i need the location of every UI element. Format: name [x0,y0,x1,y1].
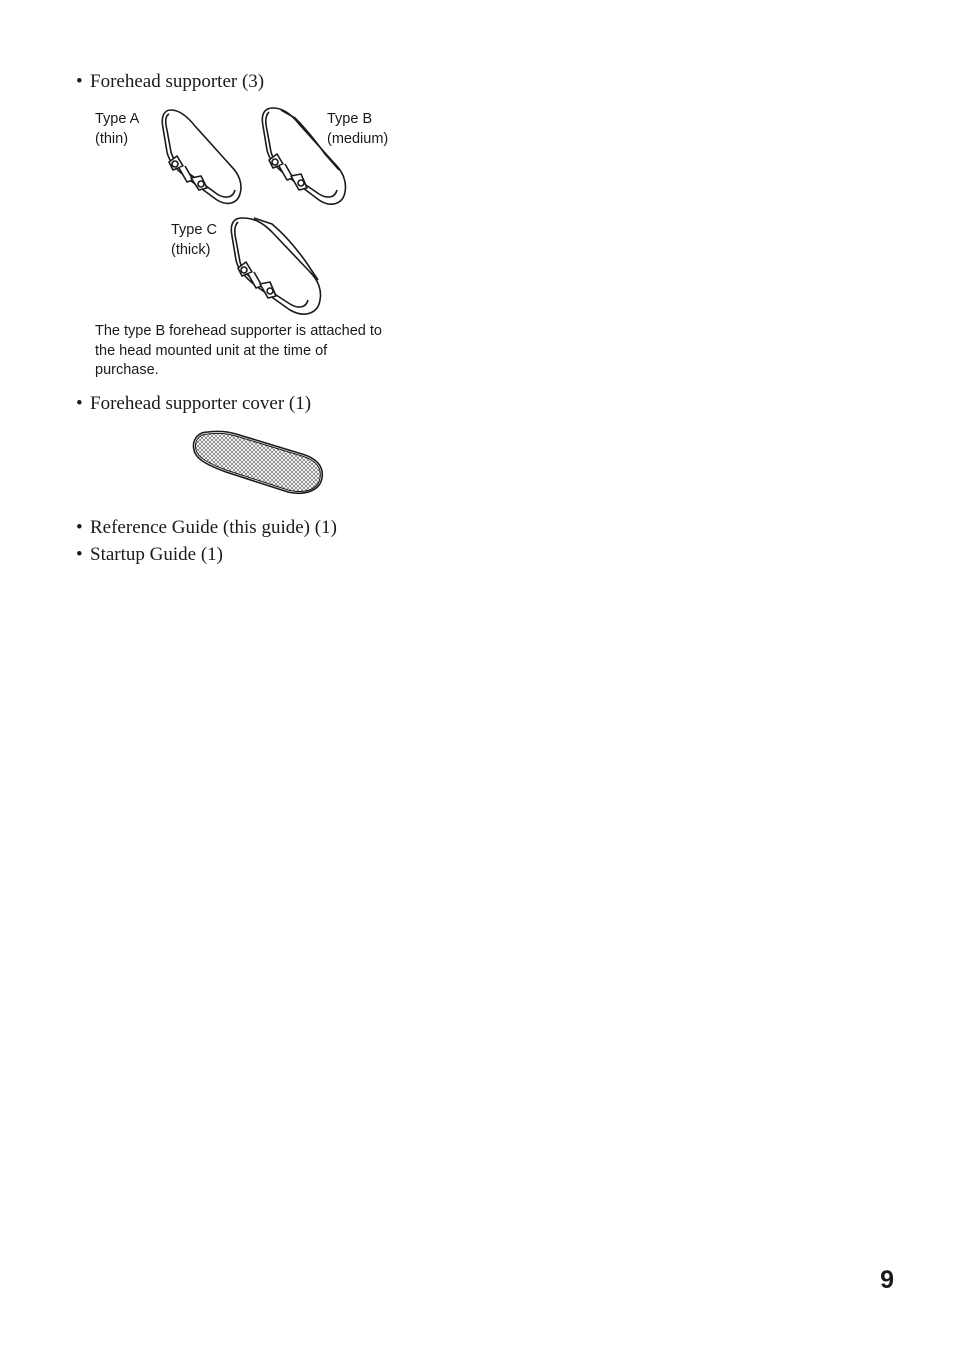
type-c-thickness: (thick) [171,241,211,258]
note-line: The type B forehead supporter is attached to [95,323,382,339]
type-b-thickness: (medium) [327,130,389,147]
type-a-name: Type A [95,111,140,127]
bullet: • [76,71,83,92]
note-line: the head mounted unit at the time of [95,342,328,359]
list-item-forehead-supporter [76,71,264,93]
forehead-supporter-type-a-illustration [155,104,250,209]
type-c-label [171,221,217,260]
forehead-supporter-cover-illustration [192,428,324,496]
type-a-thickness: (thin) [95,130,129,147]
forehead-supporter-type-b-illustration [255,104,355,209]
list-item-startup-guide [76,544,223,566]
forehead-supporter-type-c-illustration [224,214,329,319]
purchase-note [95,322,382,381]
list-item-reference-guide [76,517,337,539]
note-line: purchase. [95,362,159,378]
item-label: Startup Guide (1) [90,544,223,565]
item-label: Forehead supporter (3) [90,71,265,92]
type-a-label [95,110,139,149]
type-c-name: Type C [171,222,217,238]
list-item-forehead-supporter-cover [76,393,311,415]
page-number: 9 [880,1266,894,1294]
type-b-name: Type B [327,111,373,127]
item-label: Reference Guide (this guide) (1) [90,517,337,538]
bullet: • [76,393,83,414]
bullet: • [76,517,83,538]
item-label: Forehead supporter cover (1) [90,393,312,414]
bullet: • [76,544,83,565]
